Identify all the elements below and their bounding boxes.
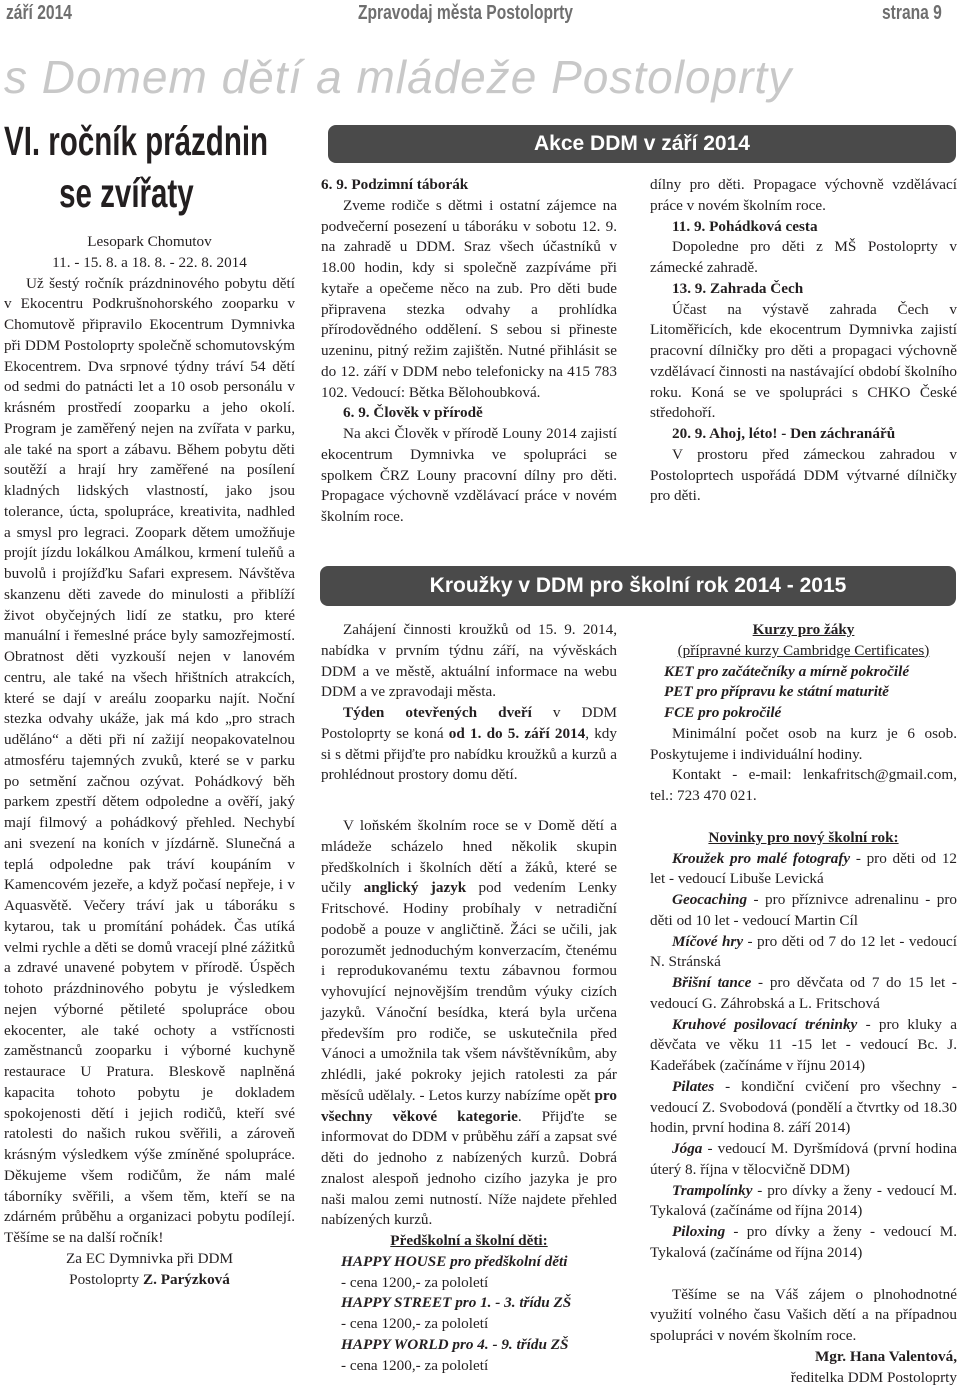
krouzky-heading: Kroužky v DDM pro školní rok 2014 - 2015	[430, 566, 847, 606]
course-fce: FCE pro pokročilé	[650, 703, 957, 724]
krouzky-column-1	[321, 620, 617, 1382]
news-item: Piloxing - pro dívky a ženy - vedoucí M. Tykalová (začínáme od října 2014)	[650, 1222, 957, 1264]
course-ket: KET pro začátečníky a mírně pokročilé	[650, 662, 957, 683]
courses-heading: Kurzy pro žáky	[650, 620, 957, 641]
courses-subheading: (přípravné kurzy Cambridge Certificates)	[650, 641, 957, 662]
signature-name: Z. Parýzková	[143, 1271, 230, 1288]
signature-role: ředitelka DDM Postoloprty	[650, 1368, 957, 1388]
course-happy-world-price: - cena 1200,- za pololetí	[321, 1356, 617, 1377]
closing-text: Těšíme se na Váš zájem o plnohodnotné využití volného času Vašich dětí a na případnou spolupráci v novém školním roce.	[650, 1285, 957, 1347]
english-course-text: V loňském školním roce se v Domě dětí a mládeže scházelo hned několik skupin předškolních i školních dětí a žáků, které se učily anglický jazyk pod vedením Lenky Fritschové. Hodiny probíhaly v netradiční podobě a pouze v angličtině. Žáci se učili, jak porozumět jednoduchým konverzacím, čtenému i reprodukovanému textu zábavnou formou vyhovující nejnovějším trendům výuky cizích jazyků. Vánoční besídka, která byla určena především pro rodiče, se uskutečnila před Vánoci a umožnila tak všem návštěvníkům, aby zhlédli, jaké pokroky jejich ratolesti za pár měsíců udělaly. - Letos kurzy nabízíme opět pro všechny věkové kategorie. Přijďte se informovat do DDM v průběhu září a zapsat své děti do jednoho z nabízených kurzů. Dobrá znalost alespoň jednoho cizího jazyka je pro naši malou zemi nutností. Níže najdete přehled nabízených kurzů.	[321, 816, 617, 1231]
event-2-text-continued: dílny pro děti. Propagace výchovně vzdělávací práce v novém školním roce.	[650, 175, 957, 217]
event-2-text: Na akci Člověk v přírodě Louny 2014 zajistí ekocentrum Dymnivka ve spolupráci se spolkem ČRZ Louny pracovní dílny pro děti. Propagace výchovně vzdělávací práce v novém školním roce.	[321, 424, 617, 507]
news-item: Míčové hry - pro děti od 7 do 12 let - vedoucí N. Stránská	[650, 932, 957, 974]
course-happy-house-price: - cena 1200,- za pololetí	[321, 1273, 617, 1294]
event-2-title: 6. 9. Člověk v přírodě	[321, 403, 617, 424]
courses-minimum: Minimální počet osob na kurz je 6 osob. Poskytujeme i individuální hodiny.	[650, 724, 957, 766]
akce-column-2	[650, 175, 957, 555]
preschool-heading: Předškolní a školní děti:	[321, 1231, 617, 1252]
signature-line1: Za EC Dymnivka při DDM	[4, 1249, 295, 1270]
krouzky-column-2	[650, 620, 957, 1382]
courses-contact: Kontakt - e-mail: lenkafritsch@gmail.com, tel.: 723 470 021.	[650, 765, 957, 807]
course-pet: PET pro přípravu ke státní maturitě	[650, 682, 957, 703]
krouzky-intro: Zahájení činnosti kroužků od 15. 9. 2014, nabídka v prvním týdnu září, na vývěskách DDM a ve městě, aktuální informace na webu DDM a ve zpravodaji města.	[321, 620, 617, 703]
article-title-line2: se zvířaty	[4, 170, 249, 217]
event-5-text: V prostoru před zámeckou zahradou v Postoloprtech uspořádá DDM výtvarné dílničky pro děti.	[650, 445, 957, 507]
article-body: Už šestý ročník prázdninového pobytu dětí v Ekocentru Podkrušnohorského zooparku v Chomutově připravilo Ekocentrum Dymnivka při DDM Postoloprty společně schomutovským Ekocentrem. Dva srpnové týdny tráví 54 dětí od sedmi do patnácti let a 10 osob personálu v krásném prostředí zooparku a jeho okolí. Program je zaměřený nejen na zvířata v parku, ale také na sport a zábavu. Během pobytu děti soutěží a hrají hry zaměřené na posílení kladných lidských vlastností, jako jsou tolerance, úcta, spolupráce, kreativita, nadhled a smysl pro legraci. Zoopark dětem umožňuje projít jízdu lokálkou Amálkou, krmení tuleňů a buvolů i projížďku Safari expresem. Návštěva skanzenu děti zavede do minulosti a přiblíží život obyčejných lidí ze statku, pro které manuální i řemeslné práce byly samozřejmostí. Obratnost děti vyzkouší nejen v lanovém centru, ale také na všech hřištních atrakcích, které se dají v areálu zooparku najít. Noční stezka odvahy ukáže, jak má kdo „pro strach uděláno“ a děti při ní zažijí neopakovatelnou atmosféru tajemných zvuků, které se v parku po setmění začnou ozývat. Pohádkový běh parkem zpestří dětem odpoledne a ověří, jaký mají filmový a pohádkový přehled. Nechybí ani svezení na koních v jízdárně. Slunečná a teplá odpoledne pak tráví koupáním v Kamencovém jezeře, a když počasí nepřeje, i v Aquasvětě. Večery tráví jak u táboráku s kytarou, tak u promítání pohádek. Čas utíká velmi rychle a děti se domů vracejí plné zážitků a zdravé unavené pobytem v přírodě. Úspěch tohoto prázdninového pobytu je výsledkem nejen výborné pětileté spolupráce obou ekocenter, ale také ochoty a vstřícnosti zaměstnanců zooparku i výborné kuchyně restaurace U Pratura. Bleskově naplněná kapacita tohoto pobytu je dokladem spokojenosti dětí i jejich rodičů, kteří své ratolesti do našich rukou svěřili, a zároveň krásným výsledkem výše zmíněné spolupráce. Děkujeme všem rodičům, že nám malé táborníky svěřili, a všem těm, kteří se na zdárném průběhu a organizaci pobytu podílejí. Těšíme se na další ročník!	[4, 274, 295, 1249]
course-happy-house: HAPPY HOUSE pro předškolní děti	[321, 1252, 617, 1273]
article-place: Lesopark Chomutov	[4, 232, 295, 253]
section-banner: s Domem dětí a mládeže Postoloprty	[4, 50, 964, 104]
news-item: Geocaching - pro příznivce adrenalinu - pro děti od 10 let - vedoucí Martin Cíl	[650, 890, 957, 932]
header-page: strana 9	[882, 2, 942, 25]
event-3-text: Dopoledne pro děti z MŠ Postoloprty v zámecké zahradě.	[650, 237, 957, 279]
akce-heading-bar	[328, 125, 956, 163]
open-week: Týden otevřených dveří v DDM Postoloprty se koná od 1. do 5. září 2014, kdy si s dětmi přijďte pro nabídku kroužků a kurzů a prohlédnout prostory domu dětí.	[321, 703, 617, 786]
course-happy-street-price: - cena 1200,- za pololetí	[321, 1314, 617, 1335]
akce-heading: Akce DDM v září 2014	[534, 125, 750, 163]
header-publication: Zpravodaj města Postoloprty	[358, 2, 573, 25]
news-item: Trampolínky - pro dívky a ženy - vedoucí M. Tykalová (začínáme od října 2014)	[650, 1181, 957, 1223]
course-happy-street: HAPPY STREET pro 1. - 3. třídu ZŠ	[321, 1293, 617, 1314]
signature-line2: Postoloprty Z. Parýzková	[4, 1270, 295, 1291]
news-item: Břišní tance - pro děvčata od 7 do 15 let - vedoucí G. Záhrobská a L. Fritschová	[650, 973, 957, 1015]
event-1-text: Zveme rodiče s dětmi i ostatní zájemce na podvečerní posezení u táboráku v sobotu 12. 9. na zahradě u DDM. Sraz všech účastníků v 18.00 hodin, kdy si společně zazpíváme při kytaře a opečeme něco na zub. Pro děti bude připravena stezka odvahy a prohlídka přírodovědného oddělení. S sebou si přineste uzeninu, pitný režim zajištěn. Nutné přihlásit se do 12. září v DDM nebo telefonicky na 415 783 102. Vedoucí: Bětka Bělohoubková.	[321, 196, 617, 404]
article-dates: 11. - 15. 8. a 18. 8. - 22. 8. 2014	[4, 253, 295, 274]
event-3-title: 11. 9. Pohádková cesta	[650, 217, 957, 238]
article-title-line1: VI. ročník prázdnin	[4, 118, 249, 165]
event-4-title: 13. 9. Zahrada Čech	[650, 279, 957, 300]
left-article	[4, 232, 295, 1382]
news-heading: Novinky pro nový školní rok:	[650, 828, 957, 849]
event-5-title: 20. 9. Ahoj, léto! - Den záchranářů	[650, 424, 957, 445]
header-date: září 2014	[6, 2, 72, 25]
signature-name: Mgr. Hana Valentová,	[650, 1347, 957, 1368]
akce-column-1	[321, 175, 617, 555]
krouzky-heading-bar	[320, 566, 956, 606]
event-1-title: 6. 9. Podzimní táborák	[321, 175, 617, 196]
news-item: Pilates - kondiční cvičení pro všechny - vedoucí Z. Svobodová (pondělí a čtvrtky od 18.30 hodin, první hodina 8. září 2014)	[650, 1077, 957, 1139]
event-4-text: Účast na výstavě zahrada Čech v Litoměřicích, kde ekocentrum Dymnivka zajistí pracovní dílničky pro děti a propagaci výchovně vzdělávací činnosti na nastávající období školního roku. Koná se ve spolupráci s CHKO České středohoří.	[650, 300, 957, 425]
news-item: Kroužek pro malé fotografy - pro děti od 12 let - vedoucí Libuše Levická	[650, 849, 957, 891]
news-item: Jóga - vedoucí M. Dyršmídová (první hodina úterý 8. října v tělocvičně DDM)	[650, 1139, 957, 1181]
news-item: Kruhové posilovací tréninky - pro kluky a děvčata ve věku 11 -15 let - vedoucí Bc. J. Kadeřábek (začínáme v říjnu 2014)	[650, 1015, 957, 1077]
course-happy-world: HAPPY WORLD pro 4. - 9. třídu ZŠ	[321, 1335, 617, 1356]
